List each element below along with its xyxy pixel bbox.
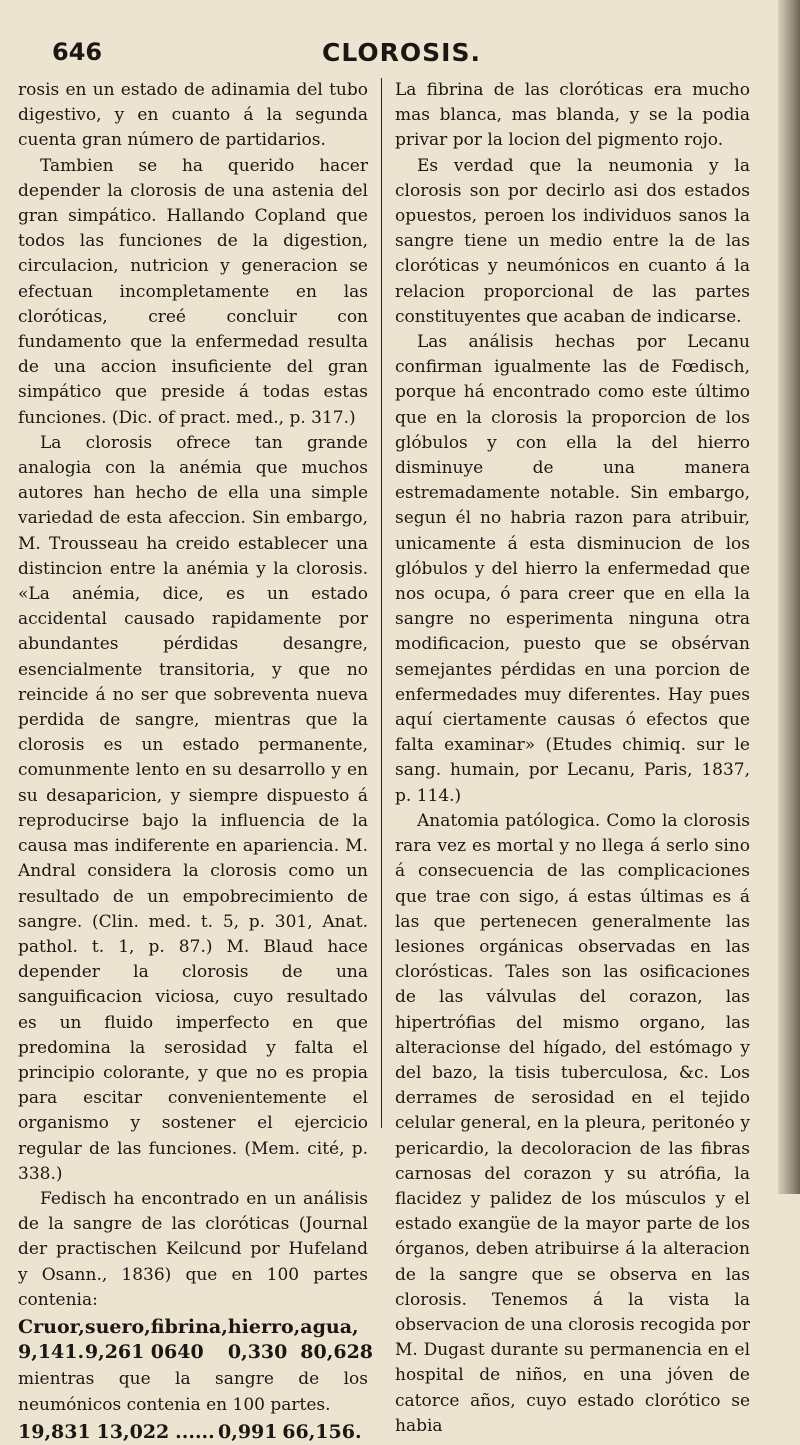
table-cell: 0,991 bbox=[217, 1420, 278, 1443]
table-row bbox=[18, 1340, 373, 1365]
running-title: CLOROSIS. bbox=[322, 38, 481, 67]
table-header-cell: agua, bbox=[300, 1315, 359, 1338]
column-divider bbox=[381, 78, 382, 1128]
left-paragraph-2: Tambien se ha querido hacer depender la clorosis de una astenia del gran simpático. Hallando Copland que todos las funciones de la digestion, circulacion, nutricion y generacion se efectuan incompletamente en las cloróticas, creé concluir con fundamento que la enfermedad resulta de una accion insuficiente del gran simpático que preside á todas estas funciones. (Dic. of pract. med., p. 317.) bbox=[18, 155, 368, 428]
table-header-cell: fibrina, bbox=[150, 1315, 228, 1338]
table-cell: 0640 bbox=[150, 1341, 204, 1364]
page-number: 646 bbox=[52, 38, 103, 66]
pneumonia-table bbox=[18, 1420, 368, 1445]
left-paragraph-1: rosis en un estado de adinamia del tubo digestivo, y en cuanto á la segunda cuenta gran número de partidarios. bbox=[18, 80, 368, 151]
table-cell: 9,141. bbox=[18, 1341, 85, 1364]
table-cell: ...... bbox=[175, 1420, 215, 1443]
right-paragraph-3: Las análisis hechas por Lecanu confirman igualmente las de Fœdisch, porque há encontrado como este último que en la clorosis la proporcion de los glóbulos y con ella la del hierro disminuye de una manera estremadamente notable. Sin embargo, segun él no habria razon para atribuir, unicamente á esta disminucion de los glóbulos y del hierro la enfermedad que nos ocupa, ó para creer que en ella la sangre no esperimenta ninguna otra modificacion, puesto que se obsérvan semejantes pérdidas en una porcion de enfermedades muy diferentes. Hay pues aquí ciertamente causas ó efectos que falta examinar» (Etudes chimiq. sur le sang. humain, por Lecanu, Paris, 1837, p. 114.) bbox=[395, 332, 750, 806]
table-header-cell: suero, bbox=[84, 1315, 151, 1338]
page-header bbox=[0, 38, 800, 74]
right-paragraph-2: Es verdad que la neumonia y la clorosis son por decirlo asi dos estados opuestos, peroen los individuos sanos la sangre tiene un medio entre la de las cloróticas y neumónicos en cuanto á la relacion proporcional de las partes constituyentes que acaban de indicarse. bbox=[395, 155, 750, 327]
left-paragraph-5: mientras que la sangre de los neumónicos contenia en 100 partes. bbox=[18, 1369, 368, 1415]
table-header-row bbox=[18, 1315, 373, 1340]
table-header-cell: hierro, bbox=[227, 1315, 301, 1338]
table-cell: 13,022 bbox=[96, 1420, 170, 1443]
page-edge-shadow bbox=[778, 0, 800, 1194]
table-cell: 9,261 bbox=[84, 1341, 145, 1364]
table-header-cell: Cruor, bbox=[18, 1315, 85, 1338]
blood-analysis-table bbox=[18, 1315, 373, 1365]
right-column bbox=[395, 78, 750, 1436]
right-paragraph-4: Anatomia patólogica. Como la clorosis rara vez es mortal y no llega á serlo sino á consecuencia de las complicaciones que trae con sigo, á estas últimas es á las que pertenecen generalmente las lesiones orgánicas observadas en las clorósticas. Tales son las osificaciones de las válvulas del corazon, las hipertrófias del mismo organo, las alteracionse del hígado, del estómago y del bazo, la tisis tuberculosa, &c. Los derrames de serosidad en el tejido celular general, en la pleura, peritonéo y pericardio, la decoloracion de las fibras carnosas del corazon y su atrófia, la flacidez y palidez de los músculos y el estado exangüe de la mayor parte de los órganos, deben atribuirse á la alteracion de la sangre que se observa en las clorosis. Tenemos á la vista la observacion de una clorosis recogida por M. Dugast durante su permanencia en el hospital de niños, en una jóven de catorce años, cuyo estado clorótico se habia bbox=[395, 810, 750, 1436]
table-cell: 19,831 bbox=[18, 1420, 91, 1443]
table-cell: 66,156. bbox=[282, 1420, 362, 1443]
table-cell: 80,628 bbox=[300, 1341, 374, 1364]
left-column bbox=[18, 78, 374, 1443]
left-paragraph-4: Fedisch ha encontrado en un análisis de la sangre de las cloróticas (Journal der practischen Keilcund por Hufeland y Osann., 1836) que en 100 partes contenia: bbox=[18, 1188, 368, 1310]
right-paragraph-1: La fibrina de las cloróticas era mucho mas blanca, mas blanda, y se la podia privar por la locion del pigmento rojo. bbox=[395, 80, 750, 151]
left-paragraph-3: La clorosis ofrece tan grande analogia con la anémia que muchos autores han hecho de ella una simple variedad de esta afeccion. Sin embargo, M. Trousseau ha creido establecer una distincion entre la anémia y la clorosis. «La anémia, dice, es un estado accidental causado rapidamente por abundantes pérdidas desangre, esencialmente transitoria, y que no reincide á no ser que sobreventa nueva perdida de sangre, mientras que la clorosis es un estado permanente, comunmente lento en su desarrollo y en su desaparicion, y siempre dispuesto á reproducirse bajo la influencia de la causa mas indiferente en apariencia. M. Andral considera la clorosis como un resultado de un empobrecimiento de sangre. (Clin. med. t. 5, p. 301, Anat. pathol. t. 1, p. 87.) M. Blaud hace depender la clorosis de una sanguificacion viciosa, cuyo resultado es un fluido imperfecto en que predomina la serosidad y falta el principio colorante, y que no es propia para escitar convenientemente el organismo y sostener el ejercicio regular de las funciones. (Mem. cité, p. 338.) bbox=[18, 432, 368, 1184]
table-cell: 0,330 bbox=[227, 1341, 288, 1364]
table-row bbox=[18, 1420, 368, 1445]
